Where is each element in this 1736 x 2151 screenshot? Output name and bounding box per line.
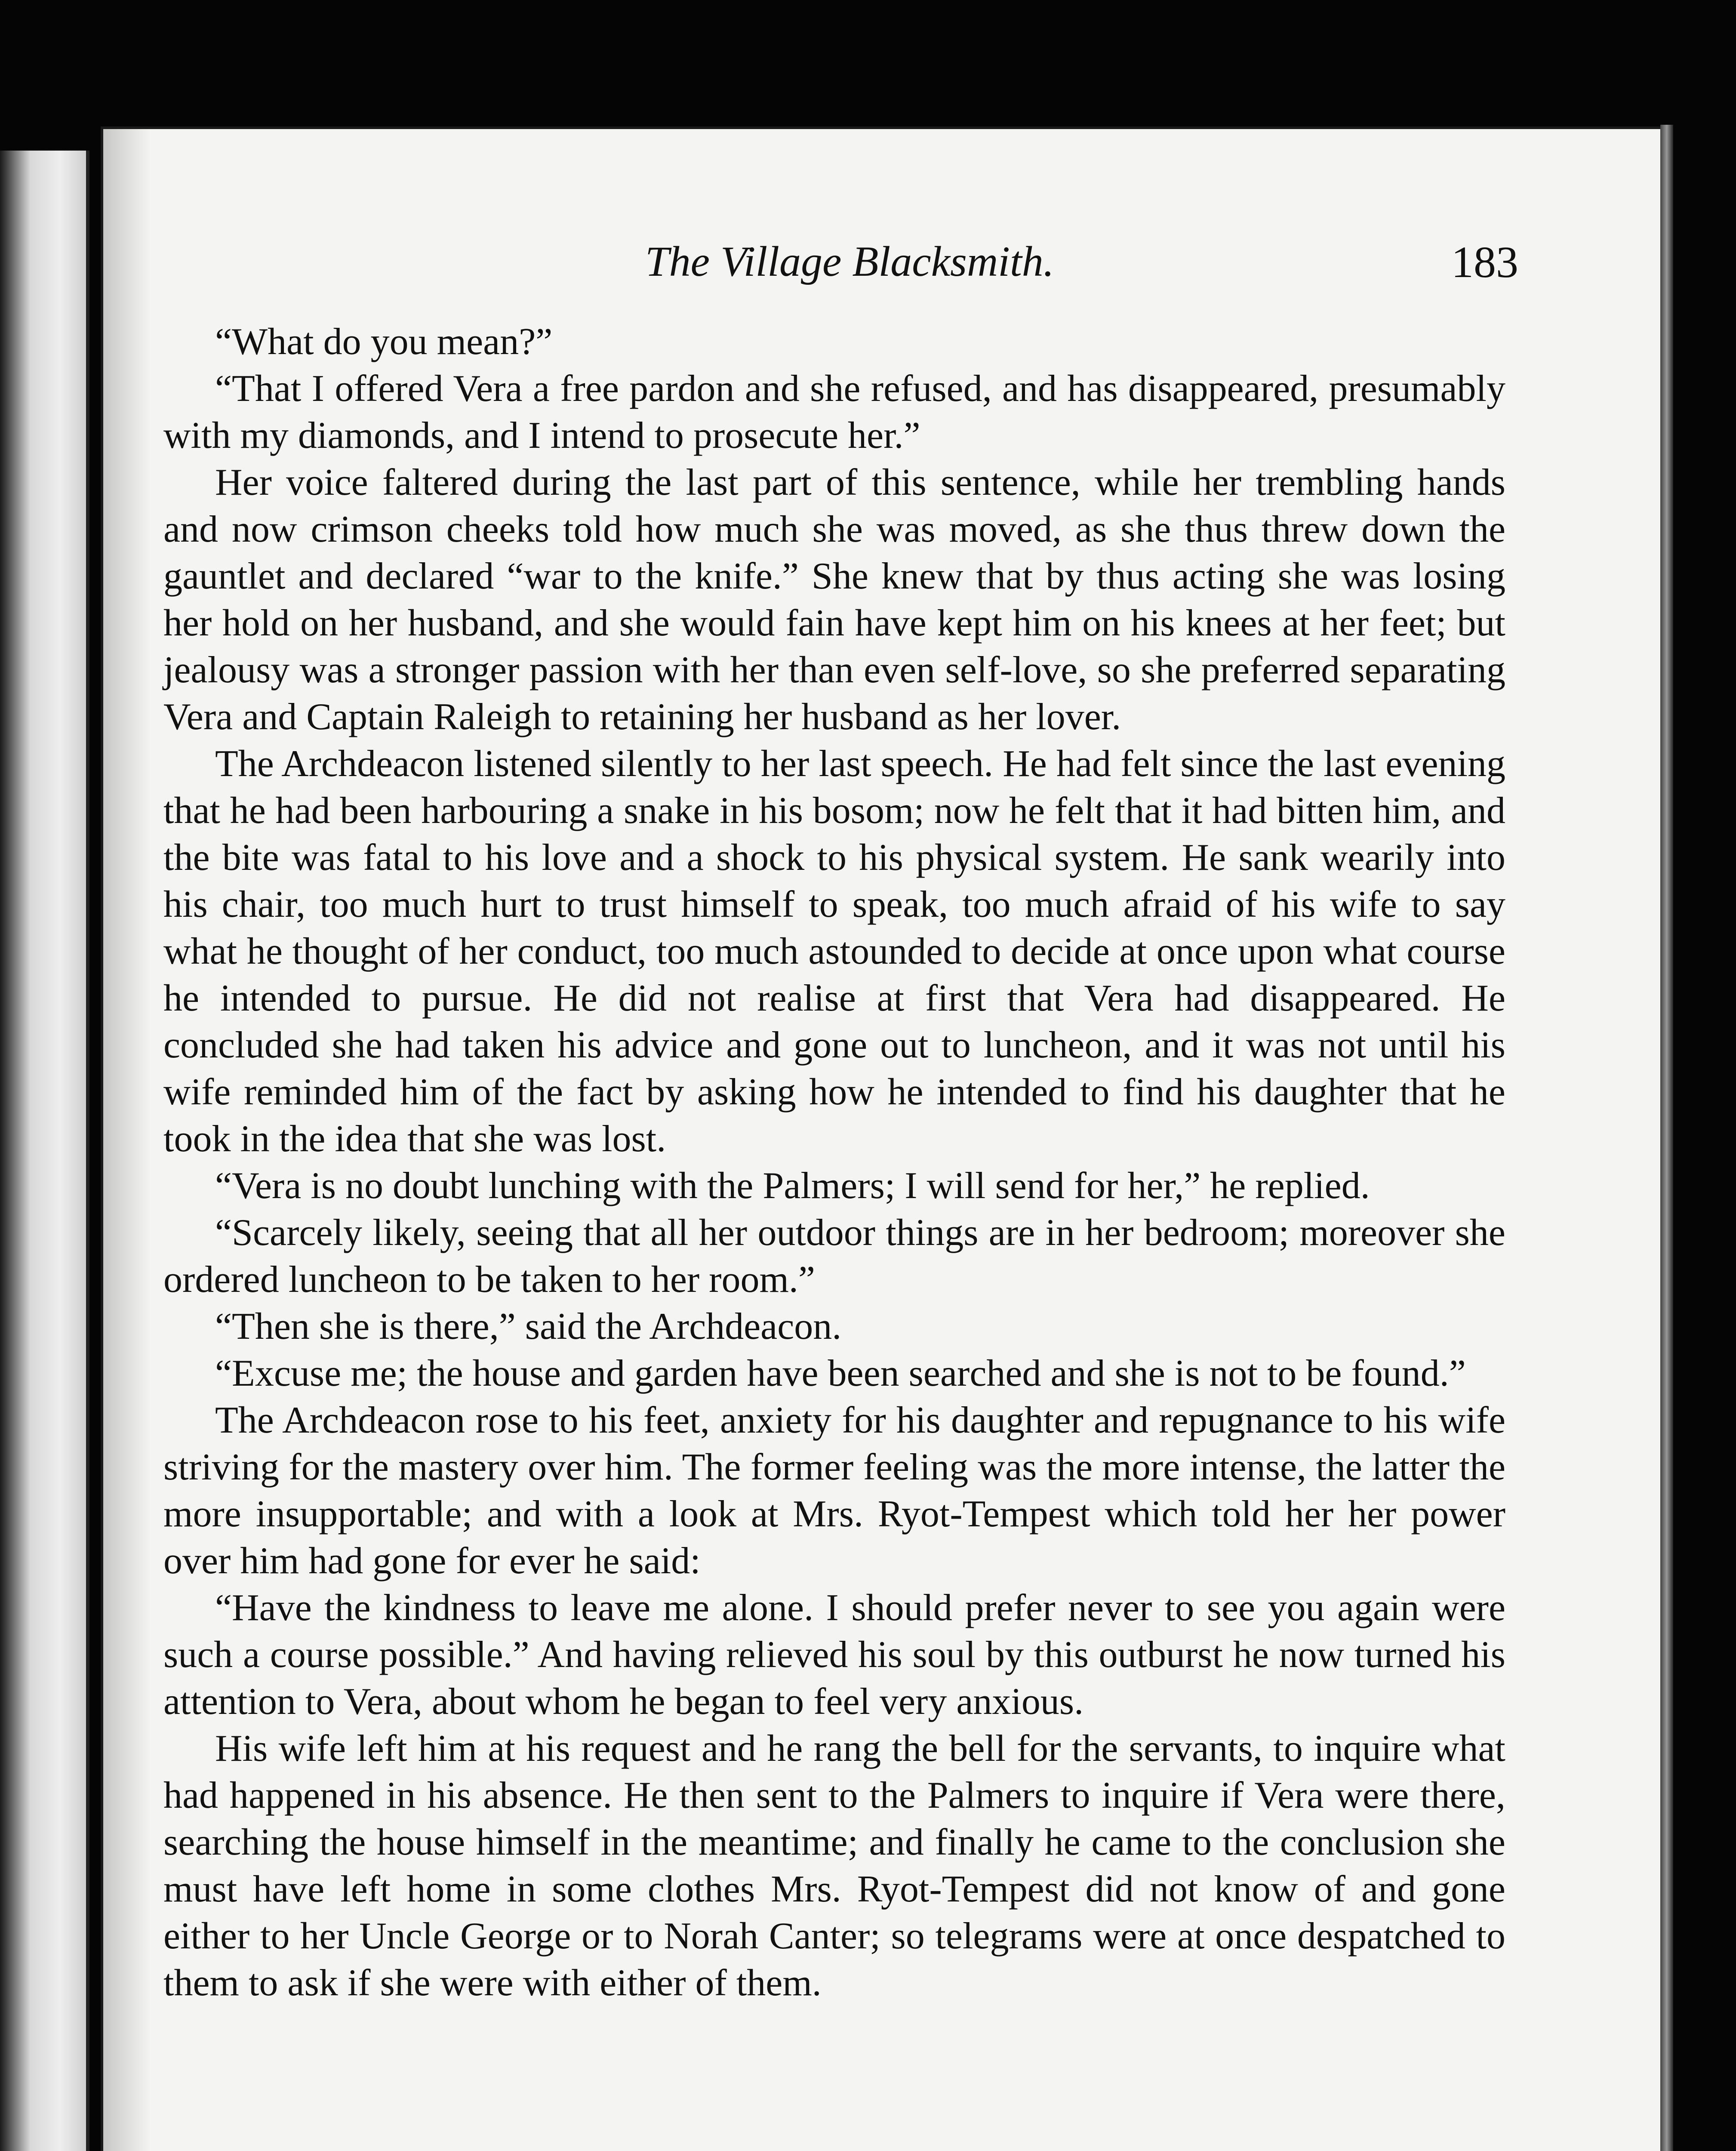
page-body [163, 318, 1505, 2006]
paragraph-11: His wife left him at his request and he rang the bell for the servants, to inquire what had happened in his absence. He then sent to the Palmers to inquire if Vera were there, searching the house himself in the meantime; and finally he came to the conclusion she must have left home in some clothes Mrs. Ryot-Tempest did not know of and gone either to her Uncle George or to Norah Canter; so telegrams were at once despatched to them to ask if she were with either of them. [163, 1728, 1505, 2004]
paragraph-4: The Archdeacon listened silently to her last speech. He had felt since the last evening that he had been harbouring a snake in his bosom; now he felt that it had bitten him, and the bite was fatal to his love and a shock to his physical system. He sank wearily into his chair, too much hurt to trust himself to speak, too much afraid of his wife to say what he thought of her conduct, too much astounded to decide at once upon what course he intended to pursue. He did not realise at first that Vera had disappeared. He concluded she had taken his advice and gone out to luncheon, and it was not until his wife reminded him of the fact by asking how he intended to find his daughter that he took in the idea that she was lost. [163, 743, 1505, 1160]
paragraph-10: “Have the kindness to leave me alone. I should prefer never to see you again were such a course possible.” And having relieved his soul by this outburst he now turned his attention to Vera, about whom he began to feel very anxious. [163, 1587, 1505, 1723]
paragraph-7: “Then she is there,” said the Archdeacon. [215, 1306, 842, 1347]
gutter-shadow [103, 129, 151, 2151]
paragraph-8: “Excuse me; the house and garden have been searched and she is not to be found.” [215, 1353, 1466, 1394]
page-right-edge [1660, 125, 1673, 2151]
page-header [163, 237, 1518, 297]
paragraph-6: “Scarcely likely, seeing that all her outdoor things are in her bedroom; moreover she ordered luncheon to be taken to her room.” [163, 1212, 1505, 1300]
paragraph-2: “That I offered Vera a free pardon and she refused, and has disappeared, presumably with my diamonds, and I intend to prosecute her.” [163, 368, 1505, 456]
paragraph-1: “What do you mean?” [215, 321, 553, 363]
paragraph-3: Her voice faltered during the last part of this sentence, while her trembling hands and now crimson cheeks told how much she was moved, as she thus threw down the gauntlet and declared “war to the knife.” She knew that by thus acting she was losing her hold on her husband, and she would fain have kept him on his knees at her feet; but jealousy was a stronger passion with her than even self-love, so she preferred separating Vera and Captain Raleigh to retaining her husband as her lover. [163, 462, 1505, 738]
running-head: The Village Blacksmith. [645, 237, 1054, 285]
page-number: 183 [1451, 237, 1518, 287]
paragraph-5: “Vera is no doubt lunching with the Palmers; I will send for her,” he replied. [215, 1165, 1370, 1207]
paragraph-9: The Archdeacon rose to his feet, anxiety for his daughter and repugnance to his wife striving for the mastery over him. The former feeling was the more intense, the latter the more insupportable; and with a look at Mrs. Ryot-Tempest which told her her power over him had gone for ever he said: [163, 1399, 1505, 1582]
facing-page-edge [0, 151, 89, 2151]
